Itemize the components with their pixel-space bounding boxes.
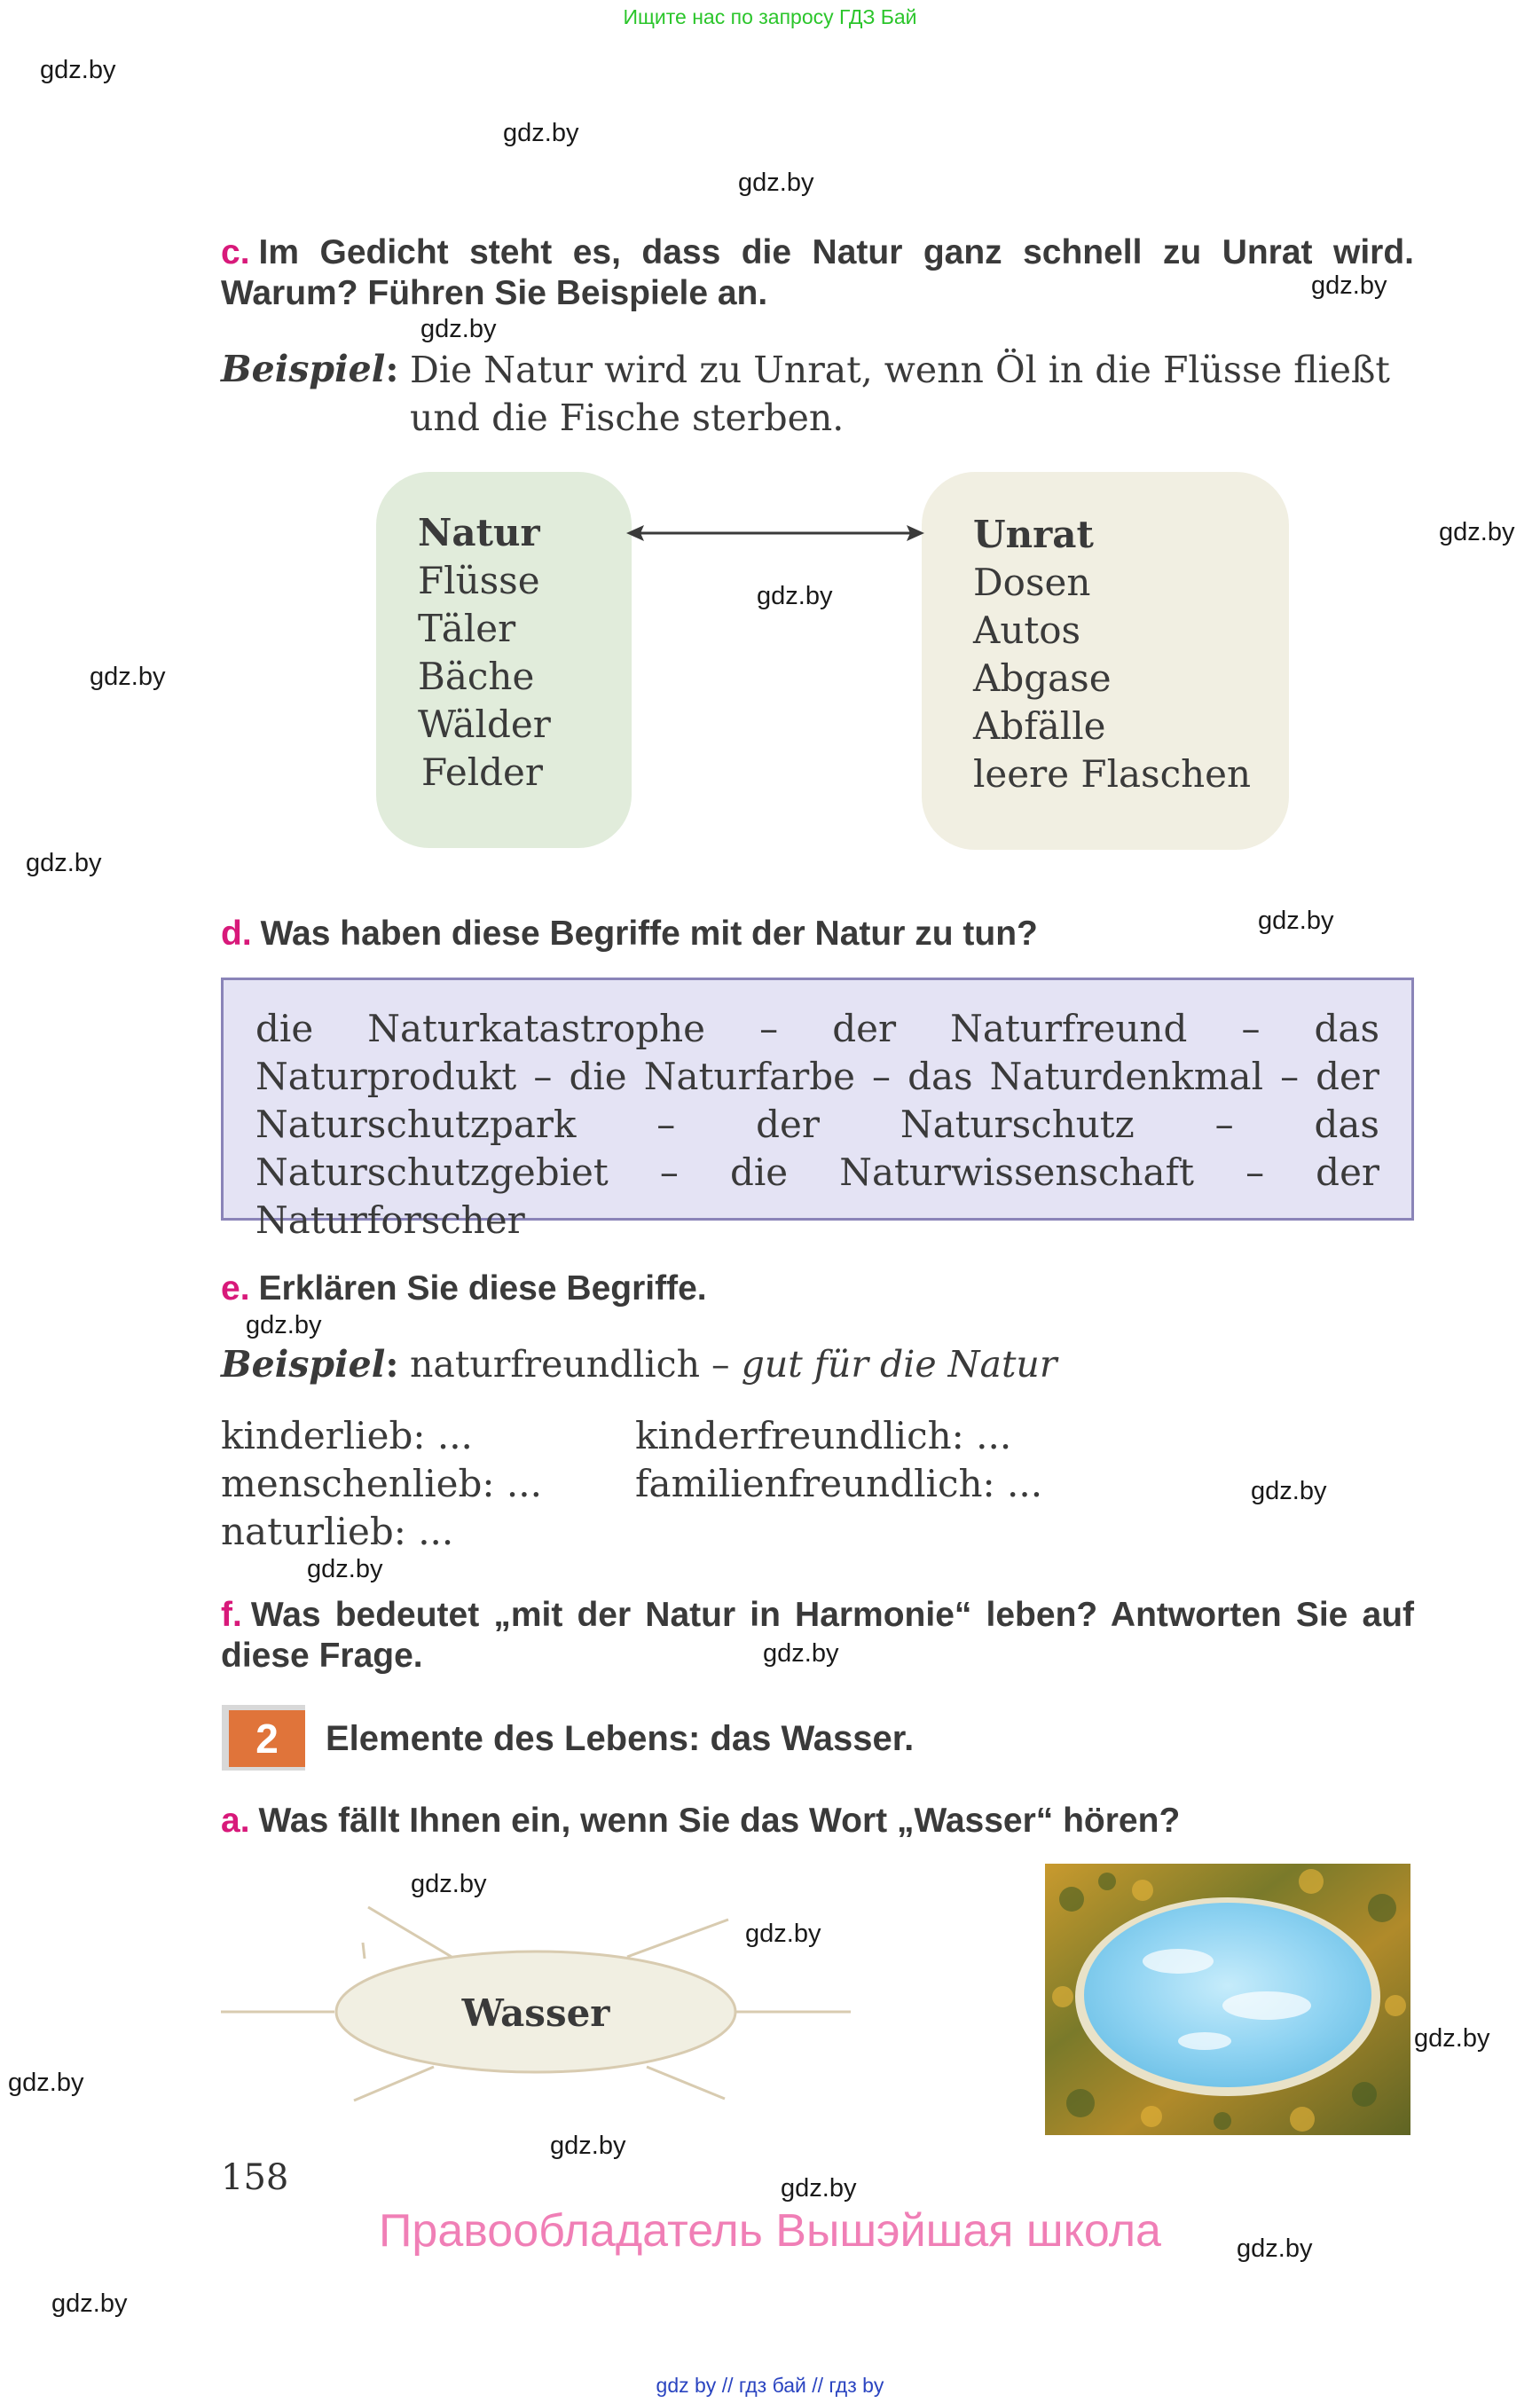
watermark: gdz.by	[781, 2174, 857, 2203]
rights-holder: Правообладатель Вышэйшая школа	[379, 2205, 1161, 2257]
task-2a	[221, 1801, 1414, 1842]
unrat-item: Abfälle	[973, 704, 1106, 748]
unrat-item: Autos	[973, 609, 1081, 652]
word-item: naturlieb: ...	[221, 1510, 454, 1553]
natur-item: Felder	[421, 750, 543, 794]
mindmap-center-word: Wasser	[461, 1991, 610, 2035]
watermark: gdz.by	[550, 2132, 626, 2160]
example-e-text	[410, 1343, 1057, 1386]
concept-list: die Naturkatastrophe – der Naturfreund – das Naturprodukt – die Naturfarbe – das Naturdenkmal – der Naturschutzpark – der Naturschutz – das Naturschutzgebiet – die Naturwissenschaft – der Naturforscher	[255, 1007, 1379, 1242]
watermark: gdz.by	[307, 1555, 383, 1583]
natur-item: Täler	[418, 607, 516, 650]
task-e	[221, 1268, 1414, 1309]
double-arrow-icon	[625, 520, 926, 546]
example-line: Die Natur wird zu Unrat, wenn Öl in die Flüsse fließt	[410, 349, 1390, 391]
task-question: Im Gedicht steht es, dass die Natur ganz schnell zu Unrat wird. Warum? Führen Sie Beispiele an.	[221, 233, 1414, 312]
watermark: gdz.by	[246, 1311, 322, 1339]
concept-box	[221, 978, 1414, 1242]
natur-item: Flüsse	[418, 559, 540, 602]
example-label: Beispiel	[221, 1343, 386, 1386]
watermark: gdz.by	[26, 849, 102, 877]
exercise-number-badge: 2	[229, 1710, 305, 1767]
word-item: kinderlieb: ...	[221, 1414, 473, 1457]
natur-item: Wälder	[418, 703, 551, 746]
watermark: gdz.by	[411, 1870, 487, 1898]
watermark: gdz.by	[420, 315, 497, 343]
watermark: gdz.by	[503, 119, 579, 147]
watermark: gdz.by	[1237, 2234, 1313, 2263]
natur-item: Bäche	[418, 655, 535, 698]
exercise-title: Elemente des Lebens: das Wasser.	[326, 1719, 915, 1758]
task-f	[221, 1595, 1414, 1677]
unrat-item: leere Flaschen	[973, 752, 1252, 796]
task-marker: c.	[221, 233, 250, 271]
example-word: naturfreundlich –	[410, 1343, 742, 1386]
unrat-column	[973, 511, 1251, 798]
task-marker: a.	[221, 1802, 250, 1840]
example-c-text	[410, 346, 1417, 442]
natur-column	[418, 509, 551, 797]
task-question: Was haben diese Begriffe mit der Natur zu tun?	[260, 915, 1038, 953]
example-meaning: gut für die Natur	[741, 1343, 1057, 1386]
example-line: und die Fische sterben.	[410, 397, 845, 439]
watermark: gdz.by	[763, 1639, 839, 1668]
task-d	[221, 914, 1414, 954]
watermark: gdz.by	[745, 1920, 821, 1948]
example-label: Beispiel	[221, 348, 386, 390]
words-right	[635, 1412, 1042, 1508]
task-question: Was bedeutet „mit der Natur in Harmonie“ leben? Antworten Sie auf diese Frage.	[221, 1596, 1414, 1675]
word-item: menschenlieb: ...	[221, 1462, 542, 1505]
watermark: gdz.by	[757, 582, 833, 610]
unrat-item: Abgase	[973, 656, 1112, 700]
task-question: Was fällt Ihnen ein, wenn Sie das Wort „Wasser“ hören?	[258, 1802, 1181, 1840]
natur-title: Natur	[418, 511, 540, 554]
example-c: Beispiel:	[221, 348, 399, 390]
watermark: gdz.by	[1258, 907, 1334, 935]
task-marker: e.	[221, 1269, 250, 1308]
watermark: gdz.by	[1311, 271, 1387, 300]
watermark: gdz.by	[1251, 1477, 1327, 1505]
watermark: gdz.by	[738, 169, 814, 197]
lake-photo	[1045, 1864, 1410, 2135]
task-marker: f.	[221, 1596, 242, 1634]
watermark: gdz.by	[1414, 2024, 1490, 2053]
unrat-item: Dosen	[973, 561, 1091, 604]
footer-links[interactable]: gdz by // гдз бай // гдз by	[656, 2374, 884, 2397]
word-item: kinderfreundlich: ...	[635, 1414, 1012, 1457]
watermark: gdz.by	[1439, 518, 1515, 546]
watermark: gdz.by	[40, 56, 116, 84]
page-number: 158	[221, 2157, 289, 2198]
watermark: gdz.by	[90, 663, 166, 691]
watermark: gdz.by	[8, 2069, 84, 2097]
watermark: gdz.by	[51, 2289, 128, 2318]
example-e: Beispiel:	[221, 1343, 399, 1386]
task-c	[221, 232, 1414, 314]
word-item: familienfreundlich: ...	[635, 1462, 1043, 1505]
task-question: Erklären Sie diese Begriffe.	[258, 1269, 707, 1308]
words-left	[221, 1412, 542, 1556]
unrat-title: Unrat	[973, 513, 1094, 556]
header-note: Ищите нас по запросу ГДЗ Бай	[623, 5, 917, 28]
task-marker: d.	[221, 915, 252, 953]
